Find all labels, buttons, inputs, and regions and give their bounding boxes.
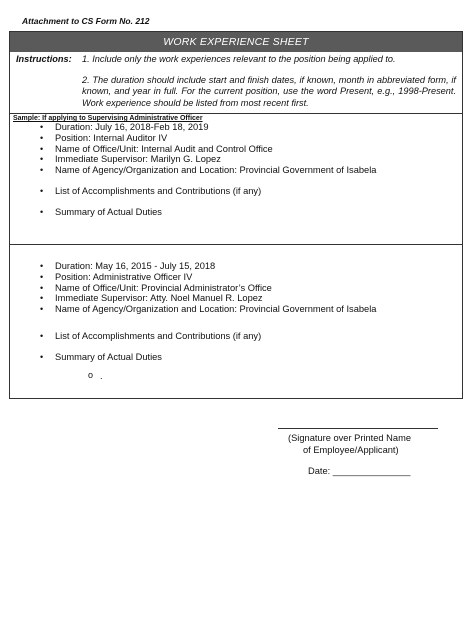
position-item: • Position: Administrative Officer IV [40,271,193,282]
supervisor-item: • Immediate Supervisor: Marilyn G. Lopez [40,154,221,165]
bullet-icon: • [40,330,44,341]
signature-caption [288,432,411,456]
bullet-icon: • [40,154,44,165]
sheet-title: WORK EXPERIENCE SHEET [10,32,462,52]
accomplishments-item: • List of Accomplishments and Contributions (if any) [40,330,262,341]
instructions-label: Instructions: [16,54,72,64]
experience-2-details [10,261,462,381]
experience-1-details [10,122,462,218]
date-field: Date: _______________ [308,466,411,476]
agency-item: • Name of Agency/Organization and Location: Provincial Government of Isabela [40,304,377,315]
bullet-icon: • [40,304,44,315]
bullet-icon: • [40,282,44,293]
spacer [10,176,462,186]
sample-label: Sample: If applying to Supervising Administrative Officer [13,115,203,122]
bullet-icon: • [40,122,44,132]
bullet-icon: • [40,165,44,176]
bullet-icon: • [40,293,44,304]
experience-section-1 [10,114,462,245]
spacer [10,197,462,207]
signature-caption-line2: of Employee/Applicant) [303,445,399,455]
instructions-block [10,52,462,114]
duties-sub-item: o . [88,369,103,381]
position-item: • Position: Internal Auditor IV [40,132,168,143]
supervisor-item: • Immediate Supervisor: Atty. Noel Manuel R. Lopez [40,293,263,304]
work-experience-sheet [9,31,463,399]
instruction-1: 1. Include only the work experiences relevant to the position being applied to. [82,54,396,64]
office-item: • Name of Office/Unit: Internal Audit and Control Office [40,143,273,154]
duties-item: • Summary of Actual Duties [40,206,162,217]
circle-bullet-icon: o [88,369,94,380]
bullet-icon: • [40,261,44,271]
bullet-icon: • [40,351,44,362]
signature-line [278,428,438,429]
bullet-icon: • [40,271,44,282]
bullet-icon: • [40,143,44,154]
office-item: • Name of Office/Unit: Provincial Administrator’s Office [40,282,272,293]
bullet-icon: • [40,132,44,143]
attachment-label: Attachment to CS Form No. 212 [22,16,150,26]
agency-item: • Name of Agency/Organization and Location: Provincial Government of Isabela [40,165,377,176]
spacer [10,342,462,352]
accomplishments-item: • List of Accomplishments and Contributions (if any) [40,185,262,196]
bullet-icon: • [40,206,44,217]
bullet-icon: • [40,185,44,196]
signature-caption-line1: (Signature over Printed Name [288,433,411,443]
duration-item: • Duration: July 16, 2018-Feb 18, 2019 [40,122,209,132]
duties-item: • Summary of Actual Duties [40,351,162,362]
experience-section-2 [10,245,462,381]
instruction-2: 2. The duration should include start and finish dates, if known, month in abbreviated form, if known, and year in full. For the current position, use the word Present, e.g., 1998-Present. Work experience should be listed from most recent first. [82,74,456,108]
spacer [10,315,462,331]
duration-item: • Duration: May 16, 2015 - July 15, 2018 [40,261,216,271]
